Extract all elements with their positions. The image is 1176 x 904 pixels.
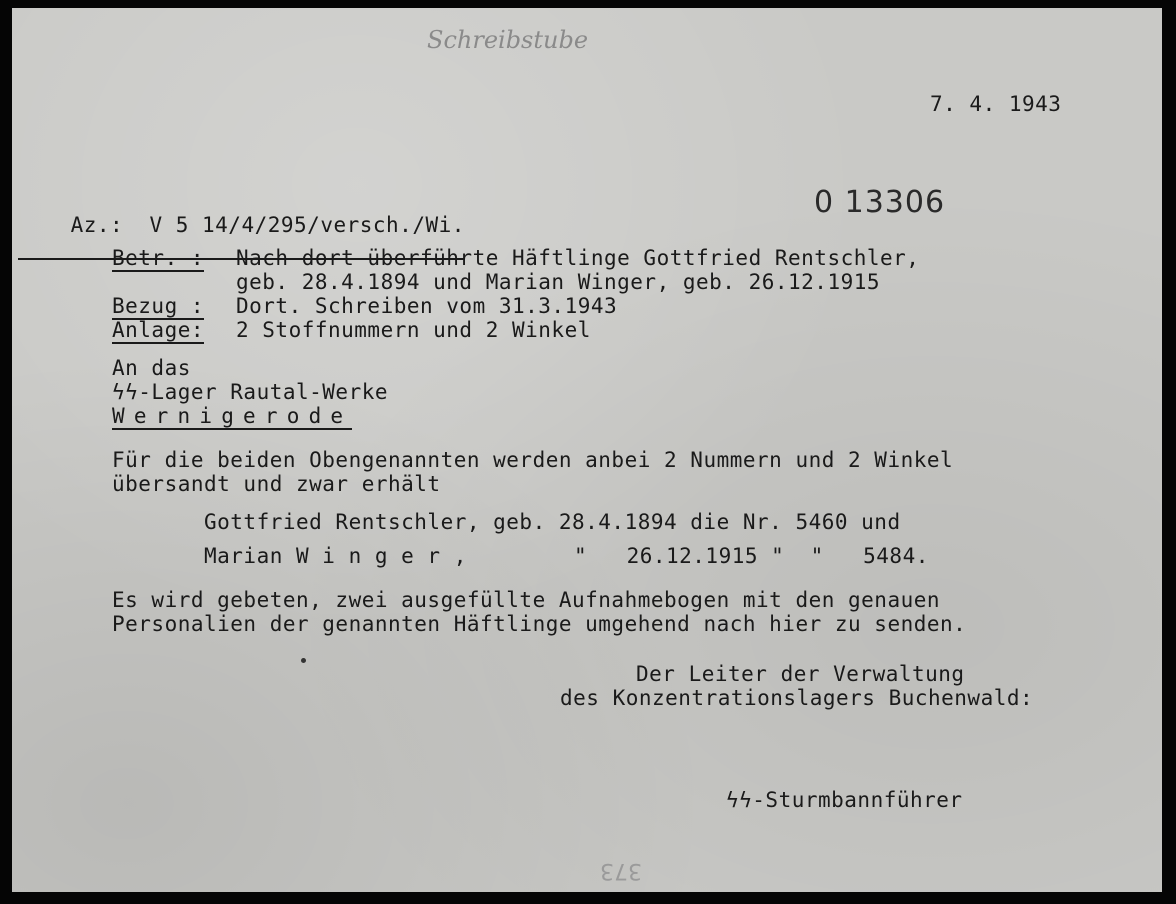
prisoner-entry-1: Gottfried Rentschler, geb. 28.4.1894 die Nr. 5460 und	[204, 510, 901, 534]
prisoner-entry-2-name: Marian W i n g e r ,	[204, 544, 467, 568]
document-date: 7. 4. 1943	[930, 92, 1062, 116]
reference-value: V 5 14/4/295/versch./Wi.	[149, 213, 465, 237]
attachment-value: 2 Stoffnummern und 2 Winkel	[236, 318, 591, 342]
subject-line-2: geb. 28.4.1894 und Marian Winger, geb. 26.12.1915	[236, 270, 881, 294]
recipient-city: Wernigerode	[112, 404, 353, 428]
signature-rank: ϟϟ-Sturmbannführer	[726, 788, 963, 812]
request-line-2: Personalien der genannten Häftlinge umgehend nach hier zu senden.	[112, 612, 967, 636]
prisoner-entry-2-details: " 26.12.1915 " " 5484.	[574, 544, 929, 568]
signature-line-1: Der Leiter der Verwaltung	[636, 662, 965, 686]
relation-value: Dort. Schreiben vom 31.3.1943	[236, 294, 618, 318]
reference-label: Az.:	[70, 213, 124, 237]
recipient-line-2: ϟϟ-Lager Rautal-Werke	[112, 380, 389, 404]
attachment-label: Anlage:	[112, 318, 205, 342]
body-intro-line-1: Für die beiden Obengenannten werden anbei 2 Nummern und 2 Winkel	[112, 448, 954, 472]
handwritten-note: Schreibstube	[427, 26, 589, 54]
document-number: 0 13306	[814, 185, 946, 220]
ink-speck	[301, 658, 306, 663]
recipient-line-1: An das	[112, 356, 191, 380]
subject-line-1: Nach dort überführte Häftlinge Gottfried Rentschler,	[236, 246, 920, 270]
signature-line-2: des Konzentrationslagers Buchenwald:	[560, 686, 1034, 710]
request-line-1: Es wird gebeten, zwei ausgefüllte Aufnahmebogen mit den genauen	[112, 588, 941, 612]
relation-label: Bezug :	[112, 294, 205, 318]
archive-mark: 373	[600, 858, 642, 883]
body-intro-line-2: übersandt und zwar erhält	[112, 472, 441, 496]
subject-label: Betr. :	[112, 246, 205, 270]
document-page	[12, 8, 1162, 892]
